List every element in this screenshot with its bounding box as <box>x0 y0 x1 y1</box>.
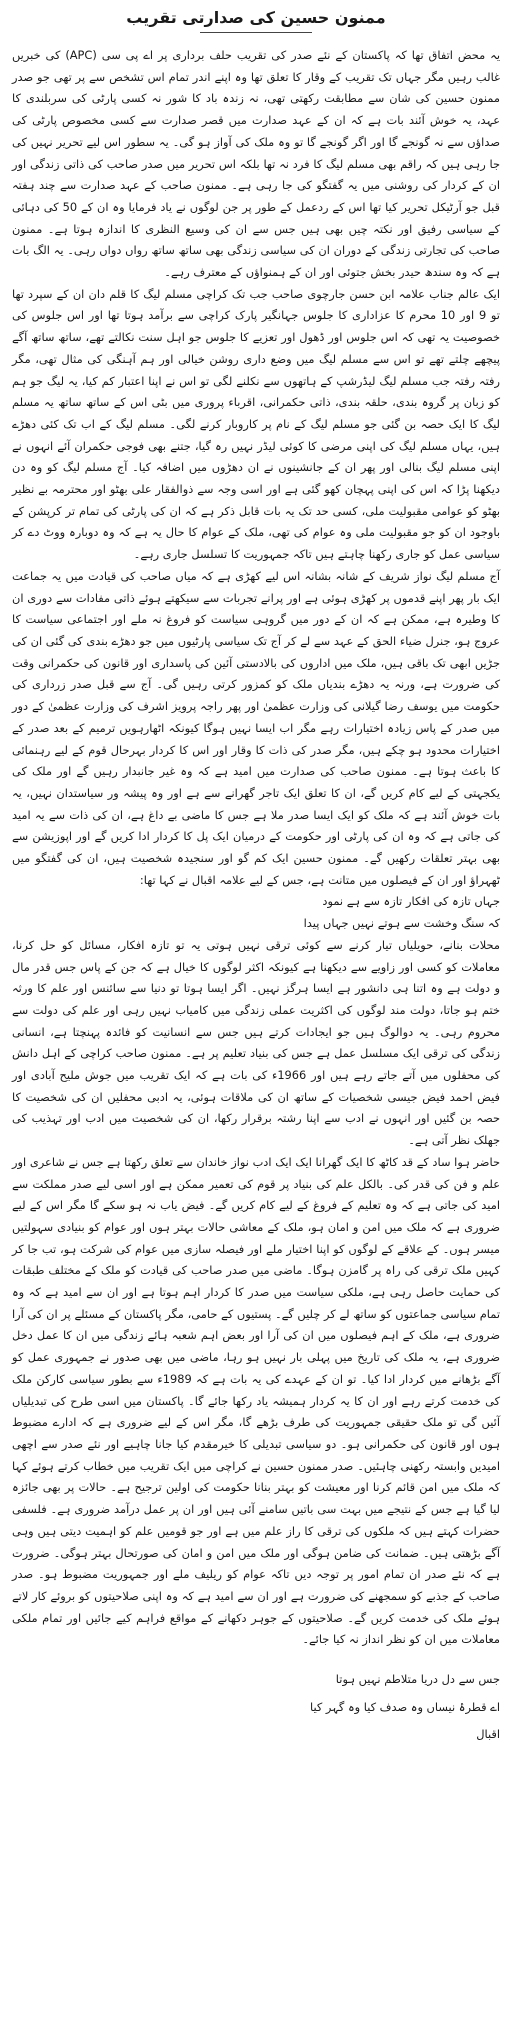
paragraph: محلات بنانے، حویلیاں تیار کرنے سے کوئی ترقی نہیں ہوتی یہ تو تازہ افکار، مسائل کو حل کرنا، معاملات کو کسی اور زاویے سے دیکھنا ہے کیونکہ اکثر لوگوں کا خیال ہے کہ جن کے پاس جس قدر مال و دولت ہے وہ اتنا ہی دانشور ہے ایسا ہرگز نہیں۔ اگر ایسا ہوتا تو دنیا سے سائنس اور علم کا ورثہ ختم ہو جاتا، دولت مند لوگوں کی اکثریت عملی زندگی میں کامیاب نہیں رہی اور علم کی دولت سے محروم رہی۔ یہ دوالوگ ہیں جو ایجادات کرتے ہیں جس سے انسانیت کو فائدہ پہنچتا ہے، انسانی زندگی کی ترقی ایک مسلسل عمل ہے جس کی بنیاد تعلیم پر ہے۔ ممنون صاحب کراچی کے اہل دانش کی محفلوں میں آتے جاتے رہے ہیں اور 1966ء کی بات ہے کہ ایک تقریب میں جوش ملیح آبادی اور فیض احمد فیض جیسی شخصیات کے ساتھ ان کی ملاقات ہوئی، یہ ادبی محفلیں ان کی شخصیت کا حصہ بن گئیں اور انہوں نے ادب سے اپنا رشتہ برقرار رکھا، ان کی شخصیت میں ادب اور تہذیب کی جھلک نظر آتی ہے۔ <box>12 937 500 1148</box>
verse-line: جہاں تازہ کی افکار تازہ سے ہے نمود <box>322 894 500 909</box>
verse-quote <box>12 891 500 934</box>
paragraph: ایک عالم جناب علامہ ابن حسن جارچوی صاحب جب تک کراچی مسلم لیگ کا قلم دان ان کے سپرد تھا تو 9 اور 10 محرم کا عزاداری کا جلوس جہانگیر پارک کراچی سے برآمد ہوتا تھا اور اس جلوس کی خصوصیت یہ تھی کہ اس جلوس اور ڈھول اور تعزیے کا جلوس جو اہل سنت نکالتے تھے، ساتھ ساتھ آگے پیچھے چلتے تھے تو اس سے مسلم لیگ میں وضع داری روشن خیالی اور ہم آہنگی کی مثال تھی، مگر رفتہ رفتہ جب مسلم لیگ لیڈرشپ کے ہاتھوں سے نکلنے لگی تو اس نے اپنا اعتبار کم کیا، یہ لیگ جو ہم کو زبان پر گروہ بندی، حلقہ بندی، ذاتی حکمرانی، اقرباء پروری میں بٹی اس کے ساتھ ساتھ یہ مسلم لیگ کا ایک حصہ بن گئی جو مسلم لیگ کے نام پر کاروبار کرنے لگی۔ مسلم لیگ کے اب تک کئی دھڑے ہیں، یہاں مسلم لیگ کی اپنی مرضی کا کوئی لیڈر نہیں رہ گیا، جتنے بھی فوجی حکمران آئے انہوں نے اپنی مسلم لیگ بنالی اور پھر ان کے جانشینوں نے ان دھڑوں میں اضافہ کیا۔ آج مسلم لیگ کو وہ دن دیکھنا پڑا کہ اس کی اپنی پہچان کھو گئی ہے اور اسی وجہ سے ذوالفقار علی بھٹو اور محترمہ بے نظیر بھٹو کو عوامی مقبولیت ملی، کسی حد تک یہ بات قابل ذکر ہے کہ ان کی پارٹی کی تمام تر کرپشن کے باوجود ان کو جو مقبولیت ملی وہ عوام کی تھی، ملک کے عوام کا حال یہ ہے کہ وہ دوبارہ ووٹ دے کر سیاسی عمل کو جاری رکھنا چاہتے ہیں تاکہ جمہوریت کا تسلسل جاری رہے۔ <box>12 286 500 562</box>
paragraph: آج مسلم لیگ نواز شریف کے شانہ بشانہ اس لیے کھڑی ہے کہ میاں صاحب کی قیادت میں یہ جماعت ایک بار پھر اپنے قدموں پر کھڑی ہوئی ہے اور پرانے تجربات سے سیکھتے ہوئے ذاتی مفادات سے دوری ان کا وطیرہ ہے، ممکن ہے کہ ان کے دور میں گروہی سیاست کو فروغ نہ ملے اور اجتماعی سیاست کا عروج ہو، جنرل ضیاء الحق کے عہد سے لے کر آج تک سیاسی پارٹیوں میں جو دھڑے بندی کی گئی ان کی جڑیں ابھی تک باقی ہیں، ملک میں اداروں کی بالادستی آئین کی پاسداری اور قانون کی حکمرانی وقت کی ضرورت ہے، ورنہ یہ دھڑے بندیاں ملک کو کمزور کرتی رہیں گی۔ آج سے قبل صدر زرداری کی حکومت میں یوسف رضا گیلانی کی وزارت عظمیٰ اور پھر راجہ پرویز اشرف کی وزارت عظمیٰ کے دور میں صدر کے پاس زیادہ اختیارات رہے مگر اب ایسا نہیں ہوگا کیونکہ اٹھارہویں ترمیم کے بعد صدر کے اختیارات محدود ہو چکے ہیں، مگر صدر کی ذات کا وقار اور اس کا کردار بہرحال قوم کے لیے رہنمائی کا باعث ہوتا ہے۔ ممنون صاحب کی صدارت میں امید ہے کہ وہ غیر جانبدار رہیں گے اور ملک کی یکجہتی کے لیے کام کریں گے، ان کا تعلق ایک تاجر گھرانے سے ہے اور وہ پیشہ ور سیاستدان نہیں، یہ بات خوش آئند ہے کہ ملک کو ایک ایسا صدر ملا ہے جس کا ماضی بے داغ ہے، ان کی ذات سے یہ امید کی جاتی ہے کہ وہ ان کی پارٹی اور حکومت کے درمیان ایک پل کا کردار ادا کریں گے اور اپوزیشن سے بھی بہتر تعلقات رکھیں گے۔ ممنون حسین ایک کم گو اور سنجیدہ شخصیت ہیں، ان کی گفتگو میں ٹھہراؤ اور ان کے فیصلوں میں متانت ہے، جس کے لیے علامہ اقبال نے کہا تھا: <box>12 568 500 887</box>
verse-line: کہ سنگ وخشت سے ہوتے نہیں جہاں پیدا <box>303 916 500 931</box>
closing-verse <box>12 1665 500 1721</box>
article-body <box>12 45 500 891</box>
verse-line: جس سے دل دریا متلاطم نہیں ہوتا <box>335 1672 500 1687</box>
paragraph: حاضر ہوا ساد کے قد کاٹھ کا ایک گھرانا ایک ایک ادب نواز خاندان سے تعلق رکھتا ہے جس نے شاعری اور علم و فن کی قدر کی۔ بالکل علم کی بنیاد پر قوم کی تعمیر ممکن ہے اور اسی لیے صدر مملکت سے امید کی جاتی ہے کہ وہ تعلیم کے فروغ کے لیے کام کریں گے۔ فیض یاب نہ ہو سکے گا مگر اس کے لیے ضروری ہے کہ ملک میں امن و امان ہو، ملک کے معاشی حالات بہتر ہوں اور عوام کو بنیادی سہولتیں میسر ہوں۔ کے علاقے کے لوگوں کو اپنا اختیار ملے اور فیصلہ سازی میں عوام کی شرکت ہو، تب جا کر کہیں ملک ترقی کی راہ پر گامزن ہوگا۔ ماضی میں صدر صاحب کی قیادت کو ملک کے مختلف طبقات کی حمایت حاصل رہی ہے، ملکی سیاست میں صدر کا کردار اہم ہوتا ہے اور ان سے امید ہے کہ وہ تمام سیاسی جماعتوں کو ساتھ لے کر چلیں گے۔ پستیوں کے حامی، مگر پاکستان کے مسئلے پر ان کی آرا ضروری ہے، ملک کے اہم فیصلوں میں ان کی آرا اور بعض اہم شعبہ ہائے زندگی میں ان کا عمل دخل ضروری ہے، یہ ملک کی تاریخ میں پہلی بار نہیں ہو رہا، ماضی میں بھی صدور نے جمہوری عمل کو آگے بڑھانے میں کردار ادا کیا۔ تو ان کے عہدے کی یہ بات ہے کہ 1989ء سے بطور سیاسی کارکن ملک کی خدمت کرتے رہے اور ان کا یہ کردار ہمیشہ یاد رکھا جائے گا۔ پاکستان میں اسی طرح کی تبدیلیاں آئیں گی تو ملک حقیقی جمہوریت کی طرف بڑھے گا، مگر اس کے لیے ضروری ہے کہ ادارے مضبوط ہوں اور قانون کی حکمرانی ہو۔ دو سیاسی تبدیلی کا خیرمقدم کیا جانا چاہیے اور نئے صدر سے اچھی امیدیں وابستہ رکھنی چاہئیں۔ صدر ممنون حسین نے کراچی میں ایک تقریب میں خطاب کرتے ہوئے کہا کہ ملک میں امن قائم کرنا اور معیشت کو بہتر بنانا حکومت کی اولین ترجیح ہے۔ حالات پر بھی جائزہ لیا گیا ہے جس کے نتیجے میں بہت سی باتیں سامنے آئی ہیں اور ان پر عمل درآمد ضروری ہے۔ فلسفی حضرات کہتے ہیں کہ ملکوں کی ترقی کا راز علم میں ہے اور جو قومیں علم کو اہمیت دیتی ہیں وہی آگے بڑھتی ہیں۔ ضمانت کی ضامن ہوگی اور ملک میں امن و امان کی صورتحال بہتر ہوگی۔ ضرورت ہے کہ نئے صدر ان تمام امور پر توجہ دیں تاکہ عوام کو ریلیف ملے اور جمہوریت مضبوط ہو۔ صدر صاحب کے جذبے کو سمجھنے کی ضرورت ہے اور ان سے امید ہے کہ وہ اپنی صلاحیتوں کو بروئے کار لاتے ہوئے ملک کی خدمت کریں گے۔ صلاحیتوں کے جوہر دکھانے کے مواقع فراہم کیے جائیں اور تمام ملکی معاملات میں ان کو نظر انداز نہ کیا جائے۔ <box>12 1154 501 1647</box>
verse-attribution: اقبال <box>476 1727 500 1742</box>
verse-line: اے قطرۂ نیساں وہ صدف کیا وہ گہر کیا <box>309 1700 500 1715</box>
paragraph: یہ محض اتفاق تھا کہ پاکستان کے نئے صدر کی تقریب حلف برداری پر اے پی سی (APC) کی خبریں غالب رہیں مگر جہاں تک تقریب کے وقار کا تعلق تھا وہ اپنے اندر تمام اس تشخص سے پر تھی جو صدر ممنون حسین کی شان سے مطابقت رکھتی تھی، نہ زندہ باد کا شور نہ کسی پارٹی کی سربلندی کا عہد، یہ خوش آئند بات ہے کہ ان کے عہد صدارت میں قصر صدارت سے کسی مخصوص پارٹی کی صداؤں سے نہ گونجے گا اور اگر گونجے گا تو وہ ملک کی آواز ہو گی۔ یہ سطور اس لیے تحریر نہیں کی جا رہی ہیں کہ راقم بھی مسلم لیگ کا فرد نہ تھا بلکہ اس تحریر میں صدر صاحب کی ذاتی زندگی اور ان کے کردار کی روشنی میں یہ گفتگو کی جا رہی ہے۔ ممنون صاحب کے عہد صدارت سے چند ہفتہ قبل جو آرٹیکل تحریر کیا تھا اس کے ردعمل کے طور پر جن لوگوں نے یاد فرمایا وہ ان کے 50 کی دہائی کے سیاسی رفیق اور نکتہ چیں بھی ہیں جس سے ان کی وسیع النظری کا اندازہ ہوتا ہے۔ ممنون صاحب کی تجارتی زندگی کے دوران ان کی سیاسی زندگی بھی ساتھ ساتھ رواں دواں رہی۔ یہ الگ بات ہے کہ وہ سندھ حیدر بخش جتوئی اور ان کے ہمنواؤں کے معترف رہے۔ <box>12 48 500 280</box>
article-body-continued <box>12 935 500 1651</box>
article-title: ممنون حسین کی صدارتی تقریب <box>126 8 386 27</box>
title-underline <box>200 32 312 33</box>
